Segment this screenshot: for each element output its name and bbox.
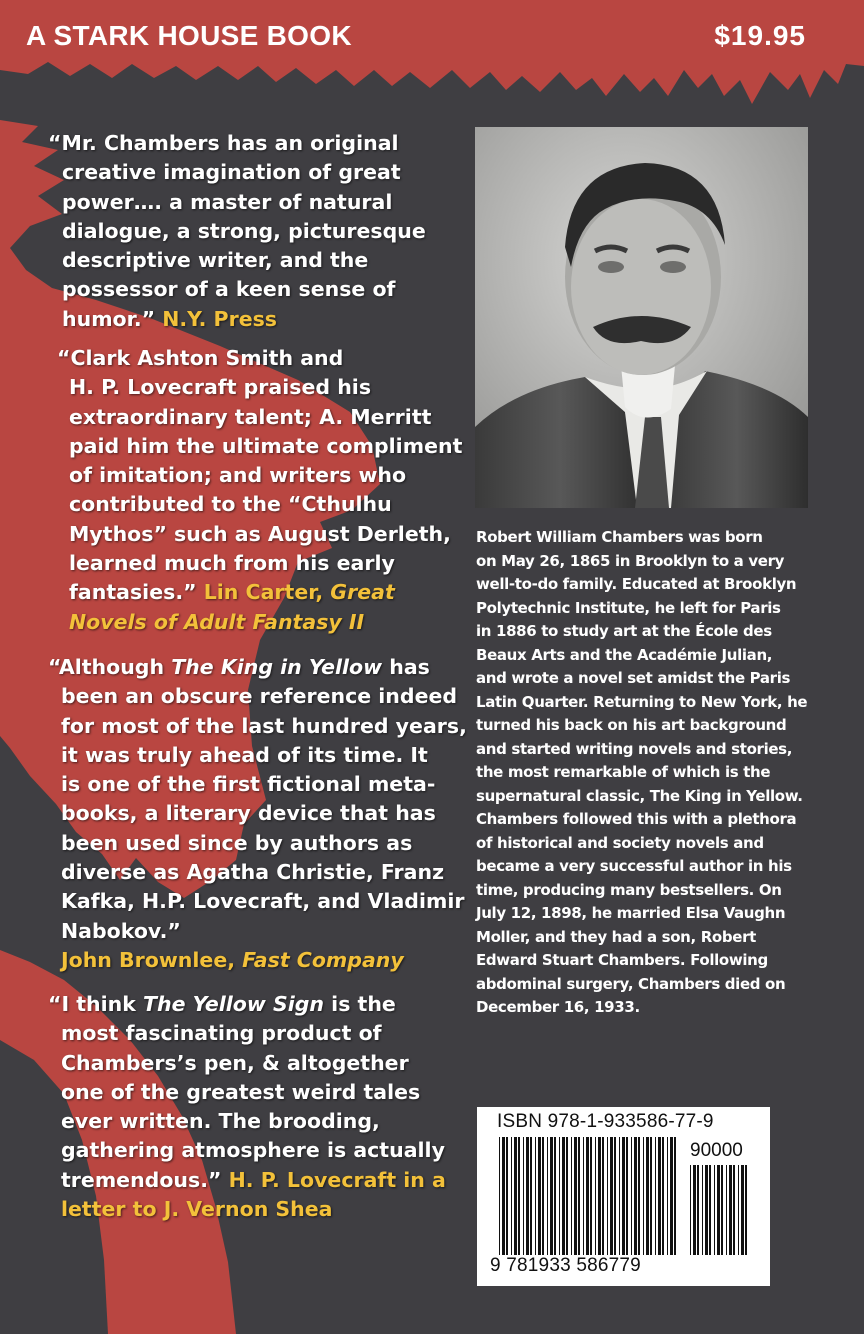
barcode-bar <box>726 1165 727 1255</box>
isbn-barcode-box <box>477 1107 770 1286</box>
quote-line: diverse as Agatha Christie, Franz <box>61 860 445 885</box>
barcode-bar <box>745 1165 747 1255</box>
book-title: The King in Yellow <box>171 655 383 679</box>
barcode-bar <box>690 1165 691 1255</box>
attribution-author: Lin Carter, <box>203 580 324 605</box>
author-portrait-photo <box>475 127 808 508</box>
bio-line: Latin Quarter. Returning to New York, he <box>476 692 808 711</box>
quote-line: been used since by authors as <box>61 830 413 855</box>
barcode-bar <box>554 1137 556 1255</box>
quote-line <box>48 1166 446 1195</box>
barcode-bar <box>619 1137 620 1255</box>
quote-line: Kafka, H.P. Lovecraft, and Vladimir <box>61 889 465 914</box>
barcode-bar <box>607 1137 608 1255</box>
barcode-bar <box>741 1165 744 1255</box>
quote-attribution <box>204 580 395 604</box>
bio-line: time, producing many bestsellers. On <box>476 880 782 899</box>
bio-line: Robert William Chambers was born <box>476 528 763 546</box>
barcode-bar <box>578 1137 580 1255</box>
quote-text: tremendous.” <box>61 1167 222 1192</box>
quote-text: “I think <box>48 992 144 1016</box>
quote-text: humor.” <box>62 306 156 331</box>
barcode-bar <box>729 1165 732 1255</box>
barcode-bar <box>643 1137 644 1255</box>
quote-line: for most of the last hundred years, <box>61 713 467 738</box>
barcode-bar <box>586 1137 589 1255</box>
barcode-bar <box>738 1165 739 1255</box>
quote-line: “Clark Ashton Smith and <box>57 346 344 370</box>
barcode-bar <box>542 1137 544 1255</box>
barcode-bar <box>530 1137 532 1255</box>
barcode-bar <box>523 1137 524 1255</box>
barcode-bar <box>590 1137 592 1255</box>
barcode-bar <box>721 1165 723 1255</box>
bio-line: Beaux Arts and the Académie Julian, <box>476 645 773 664</box>
barcode-bar <box>571 1137 572 1255</box>
ean-digits: 9 781933 586779 <box>490 1255 641 1276</box>
quote-text: has <box>382 655 430 679</box>
quote-line: one of the greatest weird tales <box>61 1079 421 1104</box>
barcode-bar <box>667 1137 668 1255</box>
quote-line: dialogue, a strong, picturesque <box>62 218 426 243</box>
quote-attribution-continued: letter to J. Vernon Shea <box>61 1197 333 1222</box>
quote-line: been an obscure reference indeed <box>61 684 458 709</box>
bio-line: became a very successful author in his <box>476 857 792 875</box>
bio-line: Edward Stuart Chambers. Following <box>476 951 768 969</box>
bio-line: Moller, and they had a son, Robert <box>476 927 756 946</box>
barcode-bar <box>574 1137 577 1255</box>
barcode-bar <box>514 1137 517 1255</box>
quote-line: descriptive writer, and the <box>62 248 369 273</box>
barcode-bar <box>610 1137 613 1255</box>
quote-line <box>48 653 467 682</box>
barcode-bar <box>702 1165 703 1255</box>
quote-line: paid him the ultimate compliment <box>69 433 463 458</box>
quote-block-3 <box>48 653 467 975</box>
bio-line: and started writing novels and stories, <box>476 739 793 758</box>
attribution-title: Great <box>330 580 395 605</box>
quote-line: extraordinary talent; A. Merritt <box>69 404 432 429</box>
quote-text: is the <box>324 992 396 1016</box>
barcode-bar <box>526 1137 529 1255</box>
barcode-bar <box>562 1137 565 1255</box>
barcode-bar <box>538 1137 541 1255</box>
barcode-bar <box>598 1137 601 1255</box>
barcode-bar <box>638 1137 640 1255</box>
bio-line: Polytechnic Institute, he left for Paris <box>476 598 781 617</box>
barcode-bar <box>511 1137 512 1255</box>
barcode-bar <box>705 1165 708 1255</box>
quote-line: contributed to the “Cthulhu <box>69 492 392 517</box>
bio-line: the most remarkable of which is the <box>476 763 771 781</box>
author-biography <box>476 526 816 1020</box>
barcode-bar <box>717 1165 720 1255</box>
quote-line <box>48 990 446 1019</box>
bio-line: in 1886 to study art at the École des <box>476 622 772 640</box>
quote-line: Nabokov.” <box>61 918 181 943</box>
barcode-bar <box>518 1137 520 1255</box>
barcode-bar <box>674 1137 676 1255</box>
attribution-author: John Brownlee, <box>61 947 236 972</box>
quote-line: is one of the first fictional meta- <box>61 772 436 797</box>
quote-block-1 <box>48 129 426 334</box>
barcode-bar <box>634 1137 637 1255</box>
barcode-bar <box>559 1137 560 1255</box>
bio-line: of historical and society novels and <box>476 833 764 852</box>
barcode-bar <box>583 1137 584 1255</box>
barcode-bar <box>614 1137 616 1255</box>
quote-attribution: H. P. Lovecraft in a <box>228 1167 446 1192</box>
quote-line: Mythos” such as August Derleth, <box>69 521 451 546</box>
barcode-bar <box>697 1165 699 1255</box>
bio-line: and wrote a novel set amidst the Paris <box>476 669 791 687</box>
bio-line: abdominal surgery, Chambers died on <box>476 974 786 993</box>
quote-text: “Although <box>48 655 172 679</box>
quote-line: ever written. The brooding, <box>61 1109 380 1134</box>
barcode-bar <box>626 1137 628 1255</box>
barcode-bar <box>670 1137 673 1255</box>
barcode-bar <box>693 1165 696 1255</box>
quote-line: creative imagination of great <box>62 160 401 185</box>
barcode-bar <box>650 1137 652 1255</box>
isbn-number: ISBN 978-1-933586-77-9 <box>497 1111 714 1132</box>
bio-line: December 16, 1933. <box>476 998 640 1016</box>
barcode-bar <box>499 1137 500 1255</box>
quote-attribution <box>48 946 467 975</box>
quote-line: learned much from his early <box>69 551 395 576</box>
quote-line: H. P. Lovecraft praised his <box>69 375 372 400</box>
barcode-bar <box>602 1137 604 1255</box>
barcode-bar <box>566 1137 568 1255</box>
quote-attribution: N.Y. Press <box>162 306 277 331</box>
bio-line: well-to-do family. Educated at Brooklyn <box>476 575 797 593</box>
story-title: The Yellow Sign <box>143 992 325 1016</box>
attribution-title: Novels of Adult Fantasy II <box>69 609 365 634</box>
quote-line <box>48 305 426 334</box>
quote-line: books, a literary device that has <box>61 801 436 826</box>
quote-attribution-continued <box>57 608 462 637</box>
barcode-bar <box>631 1137 632 1255</box>
barcode-bar <box>535 1137 536 1255</box>
quote-line: it was truly ahead of its time. It <box>61 742 428 767</box>
barcode-bar <box>662 1137 664 1255</box>
barcode-bar <box>622 1137 625 1255</box>
barcode-bar <box>714 1165 715 1255</box>
barcode-bar <box>502 1137 505 1255</box>
barcode-bar <box>595 1137 596 1255</box>
barcode-bar <box>547 1137 548 1255</box>
quote-line: possessor of a keen sense of <box>62 277 396 302</box>
bio-line: on May 26, 1865 in Brooklyn to a very <box>476 551 785 570</box>
bio-line: Chambers followed this with a plethora <box>476 810 797 828</box>
quote-line: of imitation; and writers who <box>69 463 407 488</box>
publisher-line: A STARK HOUSE BOOK <box>26 20 352 51</box>
bio-line: turned his back on his art background <box>476 716 787 734</box>
barcode-bar <box>733 1165 735 1255</box>
barcode-bar <box>550 1137 553 1255</box>
quote-line: Chambers’s pen, & altogether <box>61 1050 409 1075</box>
quote-block-4 <box>48 990 446 1224</box>
quote-line: power…. a master of natural <box>62 189 393 214</box>
quote-line: gathering atmosphere is actually <box>61 1138 445 1163</box>
quote-line: “Mr. Chambers has an original <box>48 131 399 155</box>
barcode-bar <box>655 1137 656 1255</box>
barcode-bar <box>709 1165 711 1255</box>
barcode-bar <box>646 1137 649 1255</box>
bio-line: supernatural classic, The King in Yellow. <box>476 786 803 805</box>
quote-line: most fascinating product of <box>61 1021 382 1046</box>
attribution-publication: Fast Company <box>242 947 404 972</box>
bio-line: July 12, 1898, he married Elsa Vaughn <box>476 904 786 922</box>
top-red-band <box>0 0 864 104</box>
price-code: 90000 <box>690 1140 743 1161</box>
barcode-bar <box>658 1137 661 1255</box>
barcode-bar <box>506 1137 508 1255</box>
quote-line <box>57 578 462 607</box>
quote-text: fantasies.” <box>69 580 197 605</box>
price-label: $19.95 <box>714 20 806 51</box>
quote-block-2 <box>57 344 462 637</box>
